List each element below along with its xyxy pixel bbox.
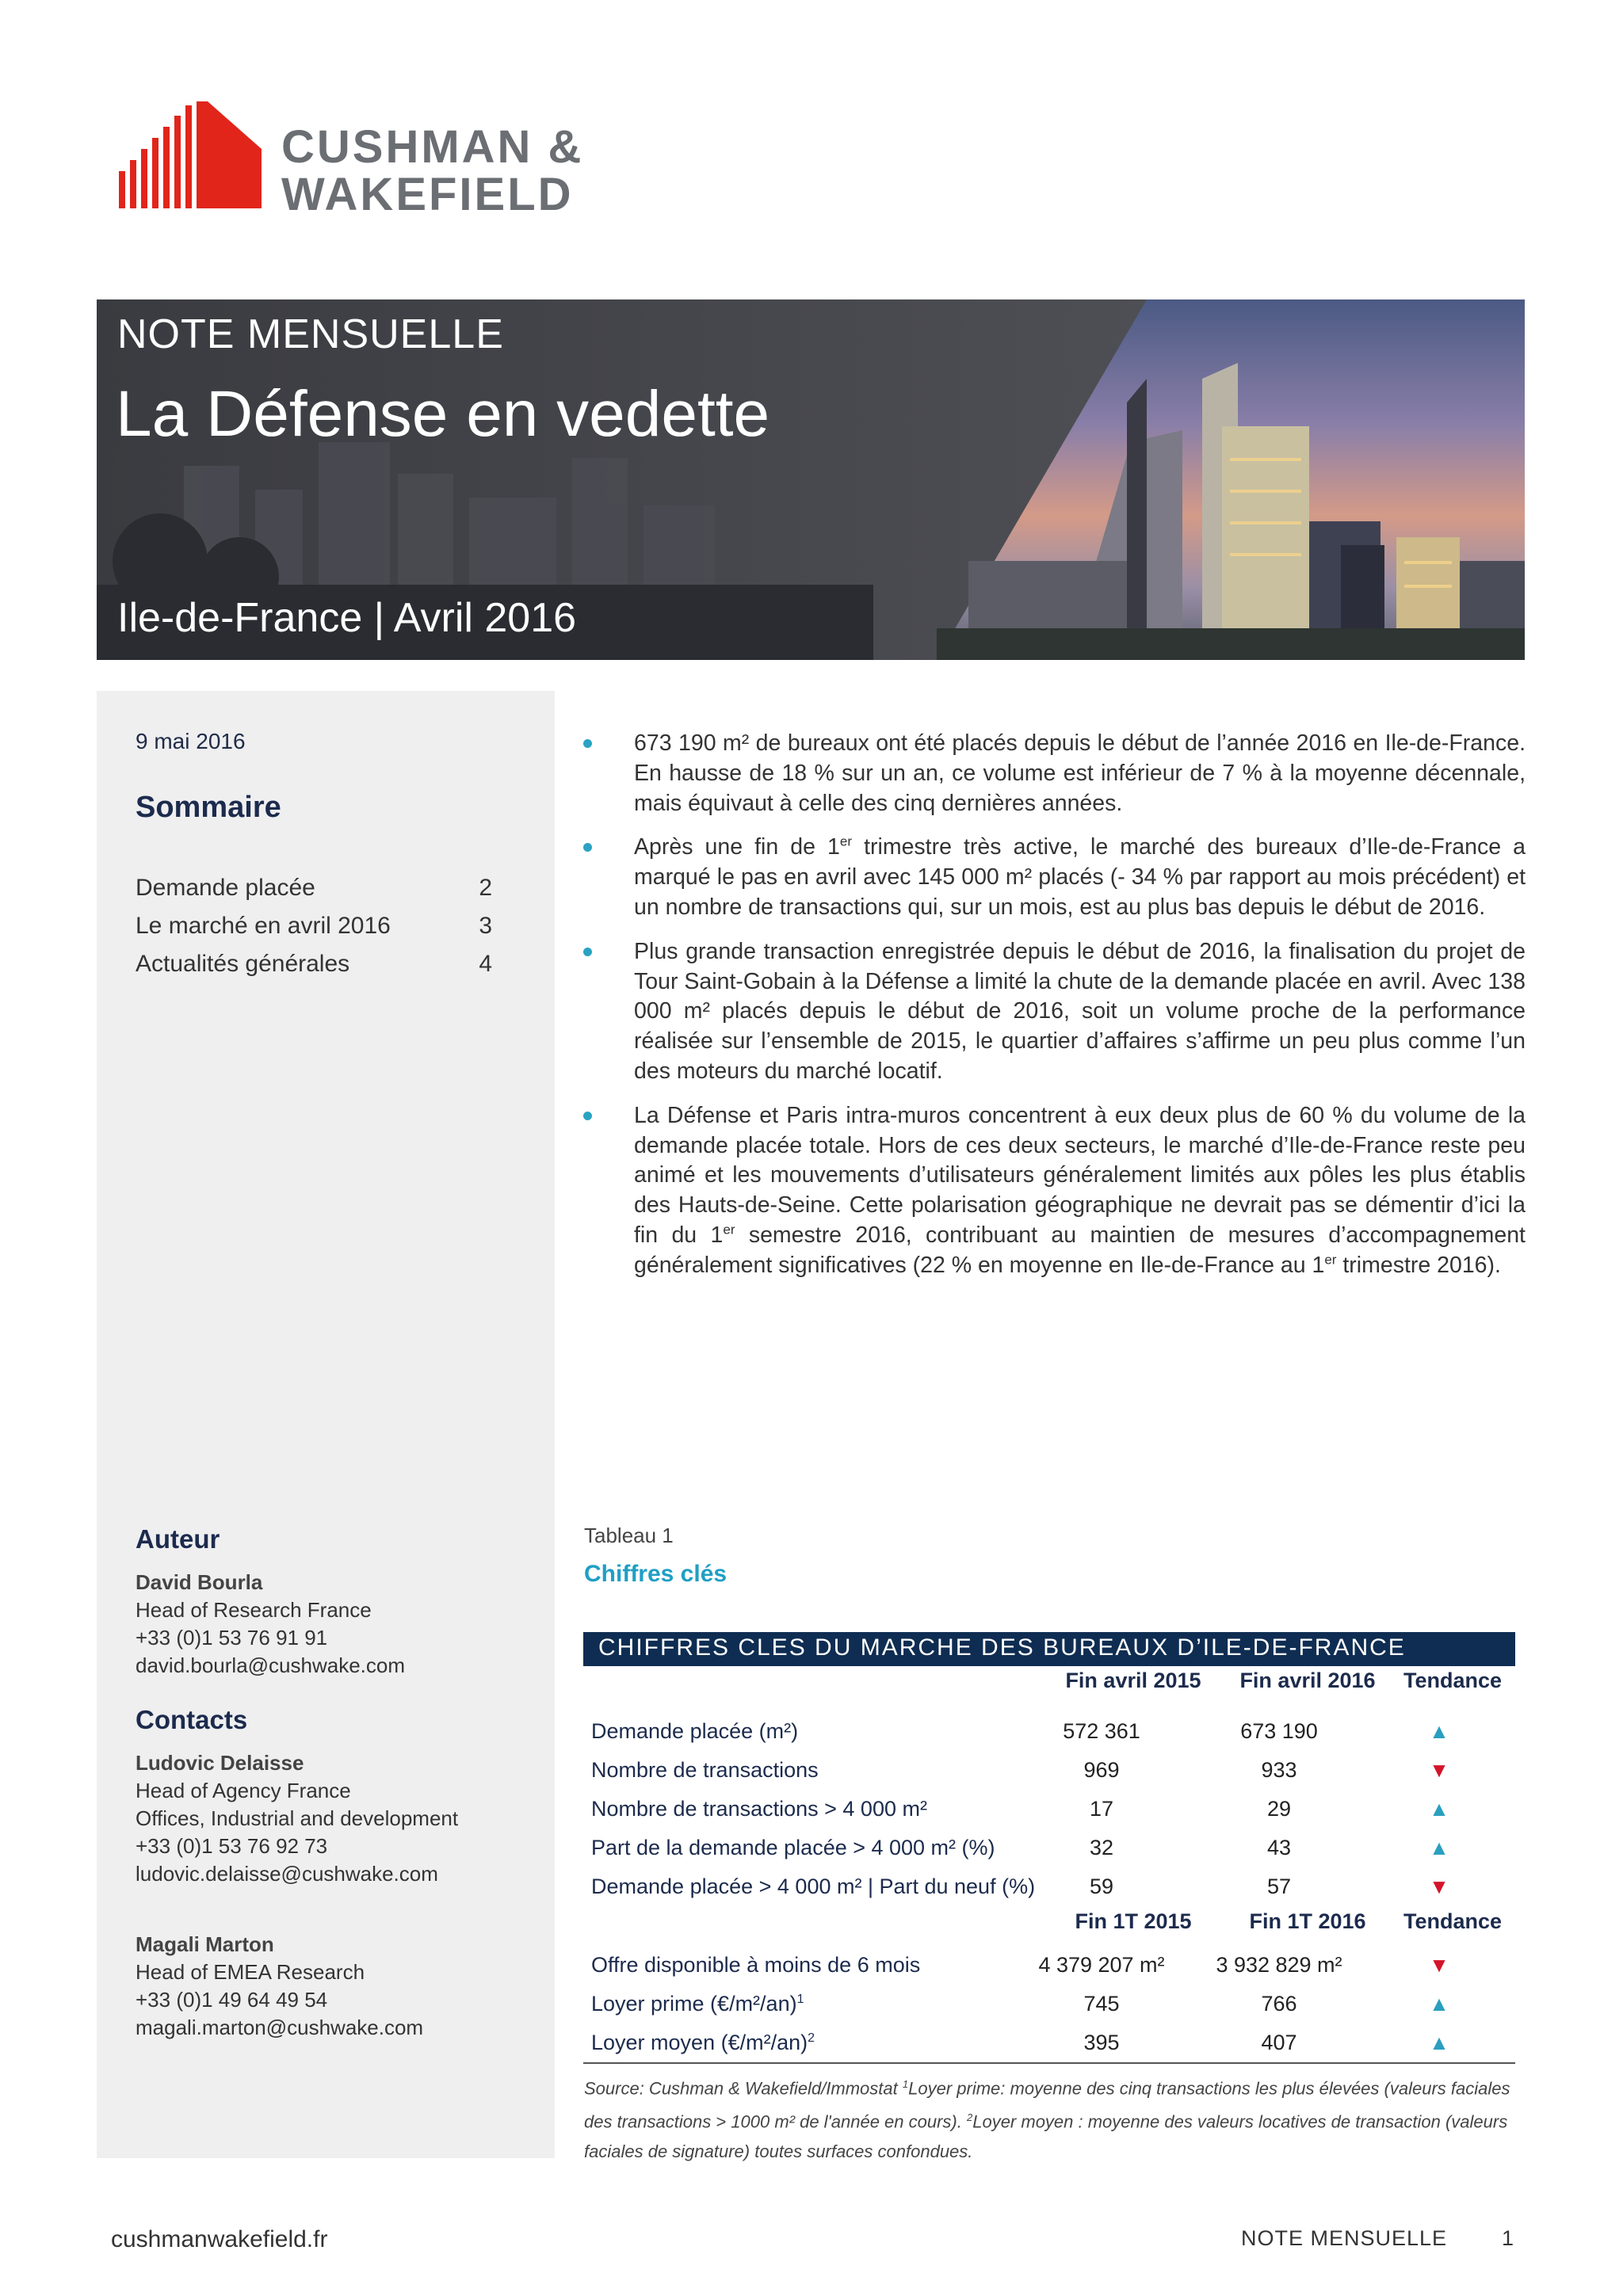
superscript: 2 (808, 2031, 815, 2045)
toc-item[interactable] (136, 951, 492, 978)
logo-line-2: WAKEFIELD (281, 169, 574, 220)
key-point-text: semestre 2016, contribuant au maintien de mesures d’accompagnement généralement significatives (22 % en moyenne en Ile-de-France au 1 (634, 1222, 1526, 1278)
value-1t-2016: 766 (1261, 1992, 1297, 2016)
table-row (591, 1836, 1515, 1874)
value-2016: 673 190 (1240, 1719, 1318, 1743)
author-phone: +33 (0)1 53 76 91 91 (136, 1626, 328, 1650)
bullet-icon (583, 739, 592, 748)
value-1t-2015: 395 (1083, 2031, 1120, 2054)
column-header: Fin 1T 2015 (1075, 1909, 1192, 1933)
footnote-text: Loyer prime: moyenne des cinq transactions les plus élevées (valeurs faciales des transactions > 1000 m² de l'année en cours). (584, 2078, 1510, 2132)
toc-page: 2 (479, 875, 492, 901)
superscript: er (723, 1222, 735, 1238)
key-point-text: Après une fin de 1 (634, 834, 840, 860)
trend-up-icon: ▲ (1429, 1992, 1449, 2016)
column-header: Fin avril 2016 (1239, 1669, 1376, 1692)
table-row (591, 1758, 1515, 1796)
sidebar (97, 691, 555, 2158)
key-point (582, 729, 1526, 818)
superscript: 2 (966, 2111, 973, 2124)
toc-label: Actualités générales (136, 951, 350, 977)
contacts-heading: Contacts (136, 1705, 248, 1734)
table-row (591, 1953, 1515, 1991)
table-divider (583, 2062, 1515, 2064)
bullet-icon (583, 1112, 592, 1120)
key-point (582, 937, 1526, 1087)
author-block (136, 1569, 405, 1680)
trend-up-icon: ▲ (1429, 1719, 1449, 1743)
author-email[interactable]: david.bourla@cushwake.com (136, 1653, 406, 1677)
superscript: 1 (796, 1993, 804, 2006)
trend-down-icon: ▼ (1429, 1875, 1449, 1898)
row-label-text: Loyer prime (€/m²/an) (591, 1992, 797, 2016)
key-point-text: 673 190 m² de bureaux ont été placés depuis le début de l’année 2016 en Ile-de-France. En hausse de 18 % sur un an, ce volume est inférieur de 7 % à la moyenne décennale, mais équivaut à celle des cinq dernières années. (634, 730, 1526, 816)
hero-banner (97, 299, 1525, 660)
trend-down-icon: ▼ (1429, 1758, 1449, 1782)
toc-item[interactable] (136, 913, 492, 940)
footer-label: NOTE MENSUELLE (1241, 2226, 1448, 2250)
superscript: er (1324, 1252, 1337, 1268)
toc-label: Demande placée (136, 875, 315, 901)
footer-url[interactable]: cushmanwakefield.fr (111, 2226, 328, 2252)
value-2015: 32 (1089, 1836, 1114, 1859)
hero-kicker: NOTE MENSUELLE (117, 311, 504, 357)
table-title: Chiffres clés (584, 1561, 727, 1587)
row-label: Nombre de transactions (591, 1758, 819, 1782)
contact-email[interactable]: ludovic.delaisse@cushwake.com (136, 1862, 438, 1886)
table-row (591, 1875, 1515, 1913)
contact-role: Head of EMEA Research (136, 1960, 365, 1984)
value-1t-2015: 745 (1083, 1992, 1120, 2016)
value-2016: 933 (1261, 1758, 1297, 1782)
publication-date: 9 mai 2016 (136, 729, 246, 753)
table-title-bar (583, 1632, 1515, 1666)
table-row (591, 1719, 1515, 1757)
bullet-icon (583, 948, 592, 956)
toc-item[interactable] (136, 875, 492, 902)
key-point (582, 1101, 1526, 1281)
table-kicker: Tableau 1 (584, 1524, 674, 1547)
table-bar-title: CHIFFRES CLES DU MARCHE DES BUREAUX D’ILE-DE-FRANCE (598, 1634, 1406, 1661)
toc-page: 3 (479, 913, 492, 939)
toc-page: 4 (479, 951, 492, 977)
key-point-text: La Défense et Paris intra-muros concentrent à eux deux plus de 60 % du volume de la demande placée totale. Hors de ces deux secteurs, le marché d’Ile-de-France reste peu animé et les mouvements d’utilisateurs généralement limités aux pôles les plus établis des Hauts-de-Seine. Cette polarisation géographique ne devrait pas se démentir d’ici la fin du 1 (634, 1102, 1526, 1248)
toc-label: Le marché en avril 2016 (136, 913, 391, 939)
value-2015: 59 (1089, 1875, 1114, 1898)
column-header: Tendance (1403, 1669, 1503, 1692)
value-2016: 57 (1266, 1875, 1292, 1898)
table-row (591, 1797, 1515, 1835)
superscript: 1 (902, 2078, 909, 2090)
table-footnote (584, 2069, 1511, 2166)
hero-region: Ile-de-France | Avril 2016 (117, 595, 577, 641)
key-point-text: Plus grande transaction enregistrée depuis le début de 2016, la finalisation du projet de Tour Saint-Gobain à la Défense a limité la chute de la demande placée en avril. Avec 138 000 m² placés depuis le début de 2016, soit un volume proche de la performance réalisée sur l’ensemble de 2015, le quartier d’affaires s’affirme un peu plus comme l’un des moteurs du marché locatif. (634, 938, 1526, 1084)
sommaire-heading: Sommaire (136, 791, 281, 824)
value-2016: 43 (1266, 1836, 1292, 1859)
row-label: Demande placée > 4 000 m² | Part du neuf (%) (591, 1875, 1036, 1898)
company-logo (119, 101, 626, 220)
bullet-icon (583, 843, 592, 852)
trend-up-icon: ▲ (1429, 1797, 1449, 1821)
logo-mark-icon (119, 101, 262, 208)
auteur-heading: Auteur (136, 1524, 220, 1554)
contact-email[interactable]: magali.marton@cushwake.com (136, 2016, 424, 2039)
row-label (591, 2031, 815, 2055)
logo-wordmark (281, 121, 584, 220)
row-label (591, 1992, 804, 2016)
row-label: Part de la demande placée > 4 000 m² (%) (591, 1836, 995, 1859)
footnote-text: Source: Cushman & Wakefield/Immostat (584, 2078, 903, 2099)
contact-role: Head of Agency France (136, 1779, 351, 1802)
contact-name: Ludovic Delaisse (136, 1751, 304, 1775)
contact-phone: +33 (0)1 53 76 92 73 (136, 1834, 328, 1858)
contact-block (136, 1749, 458, 1888)
row-label-text: Loyer moyen (€/m²/an) (591, 2031, 808, 2054)
value-2015: 572 361 (1063, 1719, 1140, 1743)
row-label: Offre disponible à moins de 6 mois (591, 1953, 921, 1977)
value-2015: 17 (1089, 1797, 1114, 1821)
author-name: David Bourla (136, 1570, 263, 1594)
contact-name: Magali Marton (136, 1932, 274, 1956)
value-2016: 29 (1266, 1797, 1292, 1821)
column-header: Fin avril 2015 (1065, 1669, 1201, 1692)
key-points (582, 729, 1526, 1295)
trend-up-icon: ▲ (1429, 2031, 1449, 2054)
footnote-text: Loyer moyen : moyenne des valeurs locatives de transaction (valeurs faciales de signature) toutes surfaces confondues. (584, 2111, 1508, 2161)
column-header: Fin 1T 2016 (1249, 1909, 1366, 1933)
table-row (591, 1992, 1515, 2030)
contact-phone: +33 (0)1 49 64 49 54 (136, 1988, 328, 2012)
trend-down-icon: ▼ (1429, 1953, 1449, 1977)
row-label: Nombre de transactions > 4 000 m² (591, 1797, 927, 1821)
hero-title: La Défense en vedette (116, 378, 770, 450)
trend-up-icon: ▲ (1429, 1836, 1449, 1859)
page-number: 1 (1502, 2226, 1514, 2250)
key-point (582, 833, 1526, 922)
contact-role-2: Offices, Industrial and development (136, 1806, 459, 1830)
logo-line-1: CUSHMAN & (281, 121, 584, 173)
value-1t-2016: 3 932 829 m² (1216, 1953, 1342, 1977)
contact-block (136, 1931, 423, 2042)
value-1t-2016: 407 (1261, 2031, 1297, 2054)
key-point-text: trimestre 2016). (1336, 1252, 1501, 1278)
value-2015: 969 (1083, 1758, 1120, 1782)
author-role: Head of Research France (136, 1598, 372, 1622)
column-header: Tendance (1403, 1909, 1503, 1933)
value-1t-2015: 4 379 207 m² (1038, 1953, 1165, 1977)
key-point-text: trimestre très active, le marché des bureaux d’Ile-de-France a marqué le pas en avril avec 145 000 m² placés (- 34 % par rapport au mois précédent) et un nombre de transactions qui, sur un mois, est au plus bas depuis le début de 2016. (634, 834, 1526, 920)
row-label: Demande placée (m²) (591, 1719, 799, 1743)
superscript: er (839, 833, 853, 849)
